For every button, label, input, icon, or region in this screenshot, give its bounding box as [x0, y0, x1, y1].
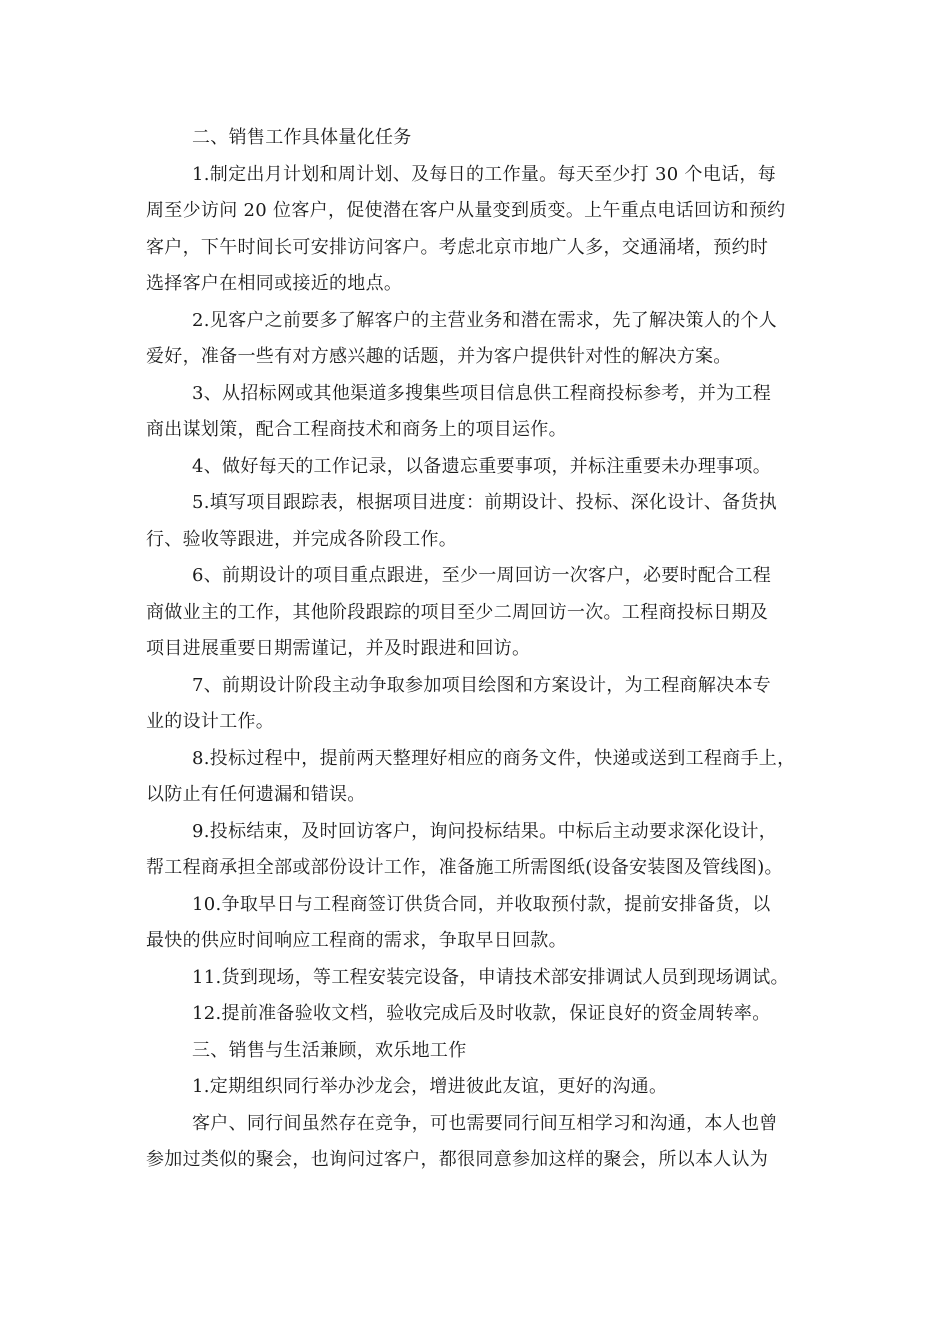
text-line: 客户，下午时间长可安排访问客户。考虑北京市地广人多，交通涌堵，预约时 [146, 236, 769, 258]
text-line: 参加过类似的聚会，也询问过客户，都很同意参加这样的聚会，所以本人认为 [146, 1149, 769, 1170]
text-line: 8.投标过程中，提前两天整理好相应的商务文件，快递或送到工程商手上， [192, 747, 796, 769]
text-line: 三、销售与生活兼顾，欢乐地工作 [192, 1039, 467, 1061]
paragraph [146, 449, 814, 486]
text-line: 行、验收等跟进，并完成各阶段工作。 [146, 528, 458, 550]
text-line: 10.争取早日与工程商签订供货合同，并收取预付款，提前安排备货，以 [192, 893, 771, 915]
text-line: 4、做好每天的工作记录，以备遗忘重要事项，并标注重要未办理事项。 [192, 455, 772, 477]
text-line: 项目进展重要日期需谨记，并及时跟进和回访。 [146, 638, 531, 659]
paragraph [146, 668, 814, 741]
paragraph [146, 157, 814, 303]
paragraph [146, 303, 814, 376]
text-line: 6、前期设计的项目重点跟进，至少一周回访一次客户，必要时配合工程 [192, 565, 772, 586]
text-line: 选择客户在相同或接近的地点。 [146, 273, 403, 294]
text-line: 1.制定出月计划和周计划、及每日的工作量。每天至少打 30 个电话，每 [192, 163, 777, 185]
paragraph [146, 1106, 814, 1179]
text-line: 业的设计工作。 [146, 711, 275, 732]
paragraph [146, 485, 814, 558]
text-line: 商做业主的工作，其他阶段跟踪的项目至少二周回访一次。工程商投标日期及 [146, 601, 769, 623]
paragraph [146, 960, 814, 997]
text-line: 11.货到现场，等工程安装完设备，申请技术部安排调试人员到现场调试。 [192, 966, 789, 988]
paragraph [146, 120, 814, 157]
paragraph [146, 814, 814, 887]
text-line: 7、前期设计阶段主动争取参加项目绘图和方案设计，为工程商解决本专 [192, 674, 772, 696]
paragraph [146, 376, 814, 449]
paragraph [146, 996, 814, 1033]
paragraph [146, 1033, 814, 1070]
text-line: 5.填写项目跟踪表，根据项目进度：前期设计、投标、深化设计、备货执 [192, 492, 778, 513]
paragraph [146, 558, 814, 668]
paragraph [146, 1069, 814, 1106]
text-line: 9.投标结束，及时回访客户，询问投标结果。中标后主动要求深化设计， [192, 820, 778, 842]
text-line: 12.提前准备验收文档，验收完成后及时收款，保证良好的资金周转率。 [192, 1003, 771, 1024]
paragraph [146, 741, 814, 814]
text-line: 爱好，准备一些有对方感兴趣的话题，并为客户提供针对性的解决方案。 [146, 346, 732, 367]
text-line: 帮工程商承担全部或部份设计工作，准备施工所需图纸(设备安装图及管线图)。 [146, 857, 783, 878]
text-line: 周至少访问 20 位客户，促使潜在客户从量变到质变。上午重点电话回访和预约 [146, 200, 786, 221]
paragraph [146, 887, 814, 960]
text-line: 最快的供应时间响应工程商的需求，争取早日回款。 [146, 930, 567, 951]
text-line: 以防止有任何遗漏和错误。 [146, 784, 366, 805]
text-line: 二、销售工作具体量化任务 [192, 127, 412, 148]
text-line: 2.见客户之前要多了解客户的主营业务和潜在需求，先了解决策人的个人 [192, 309, 778, 331]
text-line: 客户、同行间虽然存在竞争，可也需要同行间互相学习和沟通，本人也曾 [192, 1112, 778, 1134]
text-line: 商出谋划策，配合工程商技术和商务上的项目运作。 [146, 419, 567, 440]
text-line: 3、从招标网或其他渠道多搜集些项目信息供工程商投标参考，并为工程 [192, 382, 772, 404]
document-body [146, 120, 814, 1179]
text-line: 1.定期组织同行举办沙龙会，增进彼此友谊，更好的沟通。 [192, 1076, 668, 1097]
